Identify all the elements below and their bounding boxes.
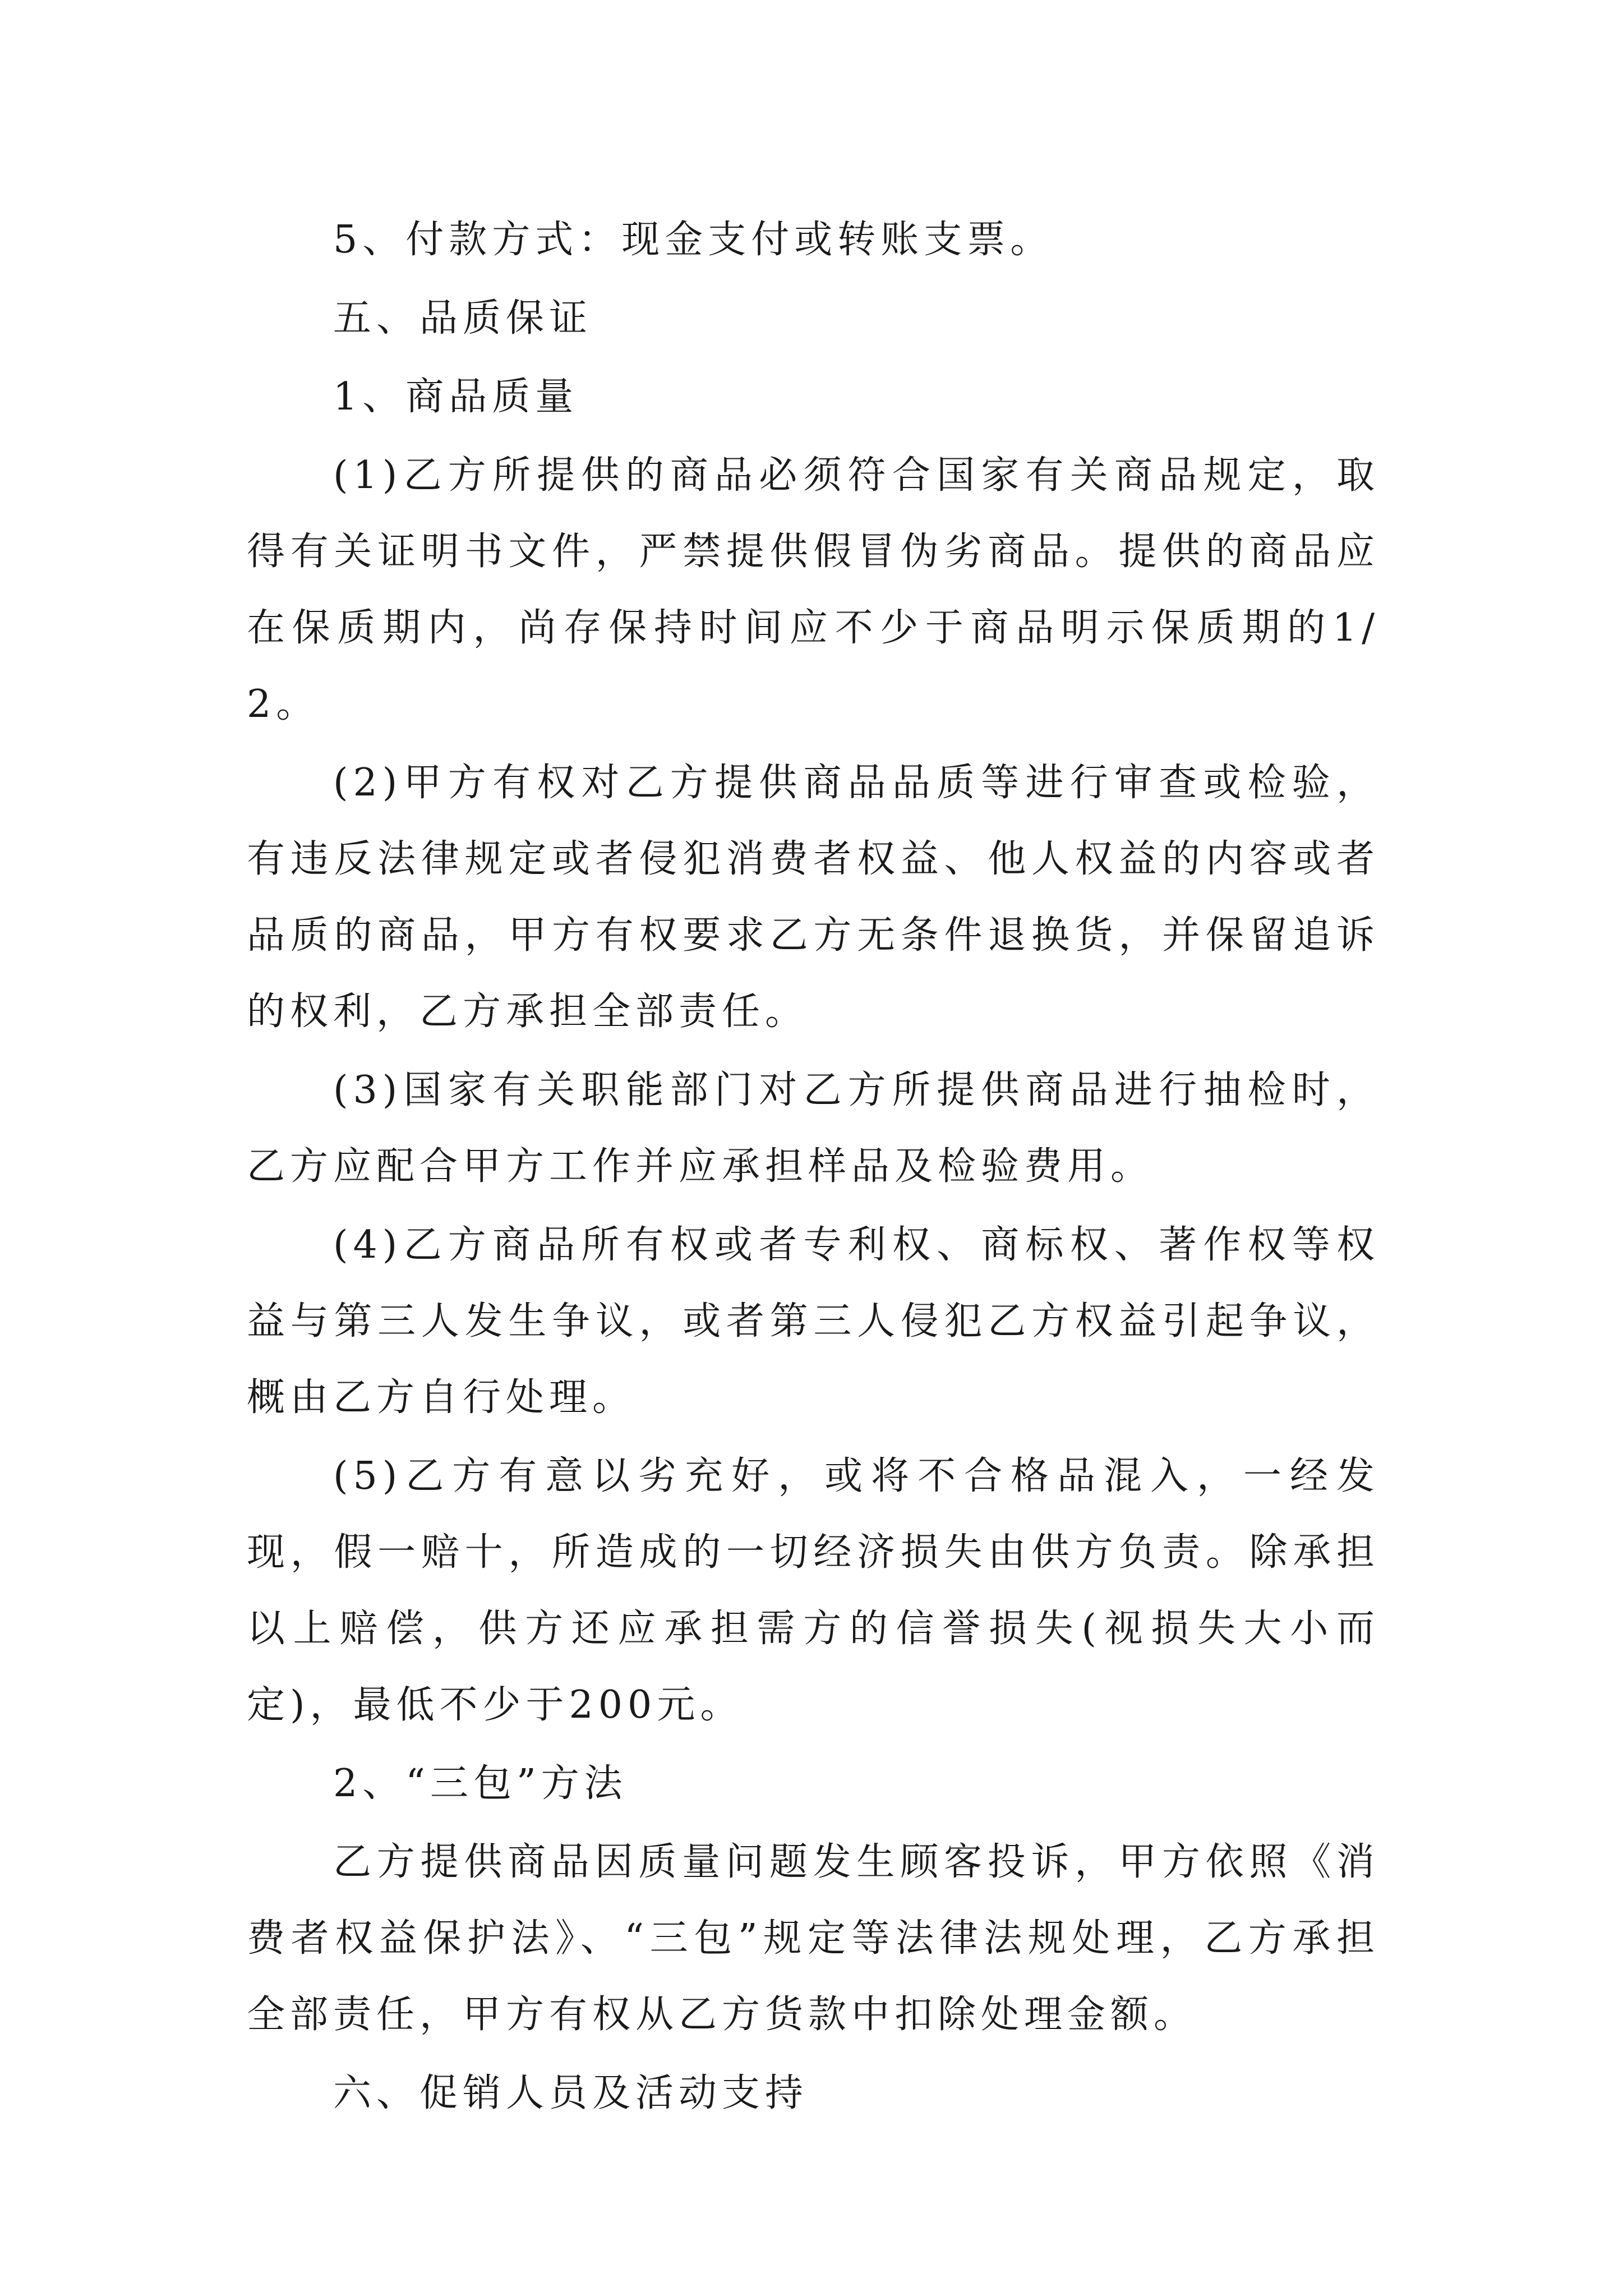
clause-4: (4)乙方商品所有权或者专利权、商标权、著作权等权益与第三人发生争议，或者第三人侵犯乙方权益引起争议，概由乙方自行处理。: [247, 1223, 1380, 1420]
clause-3: (3)国家有关职能部门对乙方所提供商品进行抽检时，乙方应配合甲方工作并应承担样品及检验费用。: [247, 1068, 1380, 1189]
clause-1: (1)乙方所提供的商品必须符合国家有关商品规定，取得有关证明书文件，严禁提供假冒伪劣商品。提供的商品应在保质期内，尚存保持时间应不少于商品明示保质期的1/2。: [247, 453, 1380, 726]
three-guarantees-paragraph: 乙方提供商品因质量问题发生顾客投诉，甲方依照《消费者权益保护法》、“三包”规定等法律法规处理，乙方承担全部责任，甲方有权从乙方货款中扣除处理金额。: [247, 1840, 1380, 2037]
payment-method-clause: 5、付款方式：现金支付或转账支票。: [333, 218, 1054, 262]
section-heading-promotion-support: 六、促销人员及活动支持: [333, 2071, 809, 2115]
document-body: [247, 202, 1380, 2134]
clause-5: (5)乙方有意以劣充好，或将不合格品混入，一经发现，假一赔十，所造成的一切经济损失由供方负责。除承担以上赔偿，供方还应承担需方的信誉损失(视损失大小而定)，最低不少于200元。: [247, 1454, 1380, 1727]
subsection-heading-product-quality: 1、商品质量: [333, 375, 579, 419]
subsection-heading-three-guarantees: 2、“三包”方法: [333, 1761, 628, 1806]
clause-2: (2)甲方有权对乙方提供商品品质等进行审查或检验，有违反法律规定或者侵犯消费者权益、他人权益的内容或者品质的商品，甲方有权要求乙方无条件退换货，并保留追诉的权利，乙方承担全部责任。: [247, 761, 1380, 1034]
section-heading-quality-assurance: 五、品质保证: [333, 296, 593, 341]
